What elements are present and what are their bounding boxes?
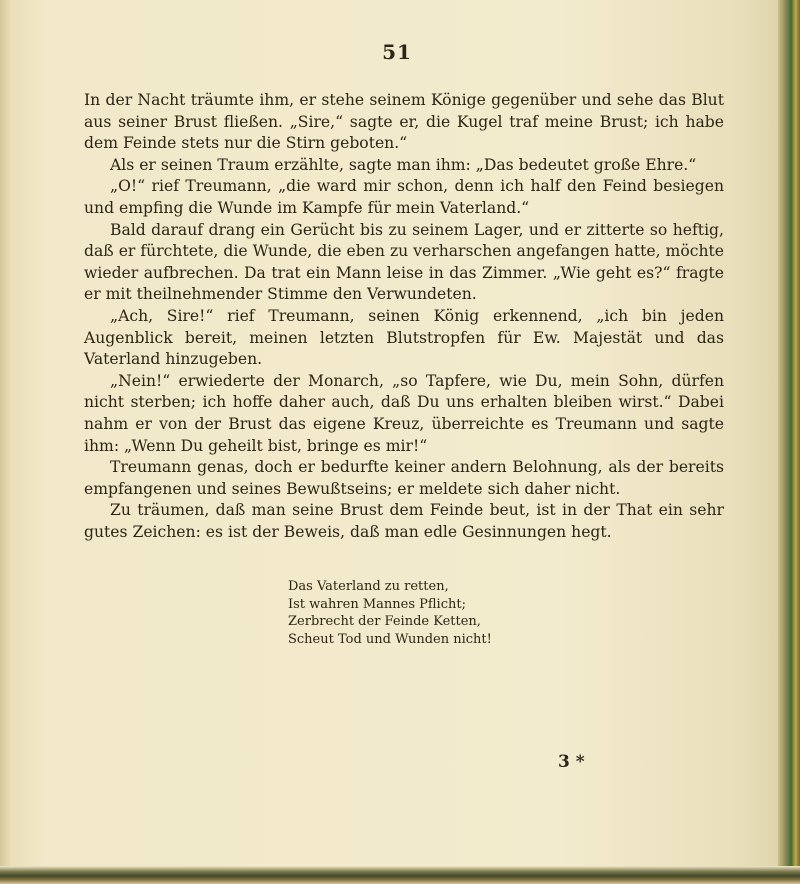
paragraph-rumor: Bald darauf drang ein Gerücht bis zu seinem Lager, und er zitterte so heftig, daß er fürchtete, die Wunde, die eben zu verharschen angefangen hatte, möchte wieder aufbrechen. Da trat ein Mann leise in das Zimmer. „Wie geht es?“ fragte er mit theilnehmender Stimme den Verwundeten. [84,220,724,304]
page-left-edge [0,0,10,884]
paragraph-monarch: „Nein!“ erwiederte der Monarch, „so Tapfere, wie Du, mein Sohn, dürfen nicht sterben; ich hoffe daher auch, daß Du uns erhalten bleiben wirst.“ Dabei nahm er von der Brust das eigene Kreuz, überreichte es Treumann und sagte ihm: „Wenn Du geheilt bist, bringe es mir!“ [84,371,724,455]
page-bottom-edge [0,866,800,884]
show-through-line [150,690,710,706]
signature-mark: 3 * [558,752,585,772]
poem-verse [288,578,608,648]
paragraph-meaning: Zu träumen, daß man seine Brust dem Feinde beut, ist in der That ein sehr gutes Zeichen: es ist der Beweis, daß man edle Gesinnungen hegt. [84,501,724,541]
adjacent-page-edge [778,0,800,884]
paragraph-dream: In der Nacht träumte ihm, er stehe seinem Könige gegenüber und sehe das Blut aus seiner Brust fließen. „Sire,“ sagte er, die Kugel traf meine Brust; ich habe dem Feinde stets nur die Stirn geboten.“ [84,91,724,153]
show-through-line [150,722,710,738]
paragraph-treumann-reply: „O!“ rief Treumann, „die ward mir schon, denn ich half den Feind besiegen und empfing die Wunde im Kampfe für mein Vaterland.“ [84,177,724,217]
show-through-line [150,652,710,668]
paragraph-interpretation: Als er seinen Traum erzählte, sagte man ihm: „Das bedeutet große Ehre.“ [110,155,697,174]
page-number: 51 [382,40,412,64]
body-text [84,90,724,543]
poem-line: Ist wahren Mannes Pflicht; [288,596,466,612]
poem-line: Das Vaterland zu retten, [288,579,449,594]
paragraph-sire: „Ach, Sire!“ rief Treumann, seinen König erkennend, „ich bin jeden Augenblick bereit, meinen letzten Blutstropfen für Ew. Majestät und das Vaterland hinzugeben. [84,306,724,369]
poem-line: Zerbrecht der Feinde Ketten, [288,614,481,630]
paragraph-recovery: Treumann genas, doch er bedurfte keiner andern Belohnung, als der bereits empfangenen und seines Bewußtseins; er meldete sich daher nicht. [84,458,724,498]
poem-line: Scheut Tod und Wunden nicht! [288,631,492,647]
